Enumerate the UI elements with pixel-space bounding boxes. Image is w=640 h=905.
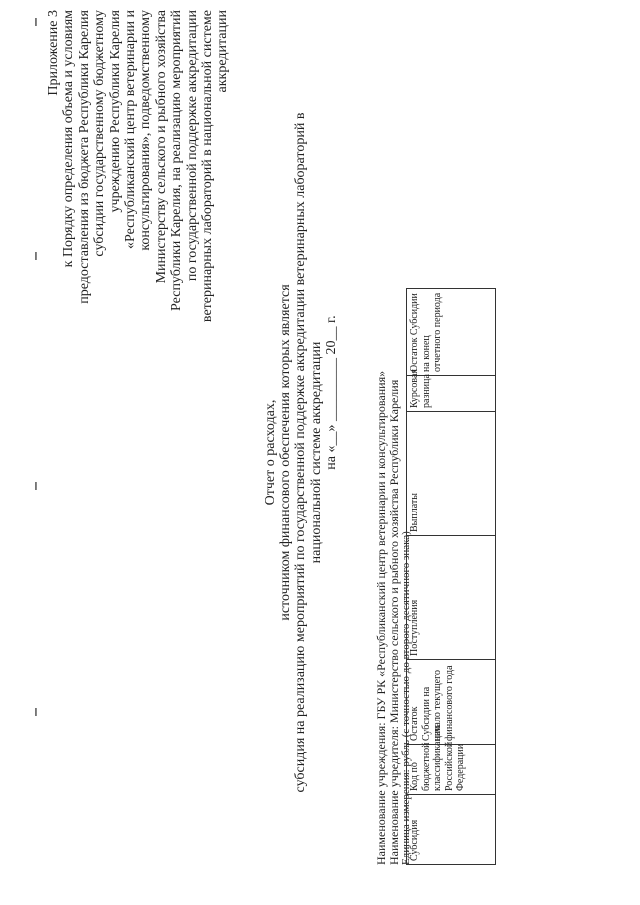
title-line: Отчет о расходах,	[263, 399, 278, 506]
binder-mark: ı	[34, 478, 38, 494]
title-line: источником финансового обеспечения которых является	[278, 284, 294, 621]
appendix-line: предоставления из бюджета Республики Карелия	[76, 10, 92, 304]
title-line: субсидия на реализацию мероприятий по государственной поддержке аккредитации ветеринарных лабораторий в	[293, 112, 309, 793]
appendix-line: к Порядку определения объема и условиям	[61, 10, 77, 268]
binder-mark: ı	[34, 704, 38, 720]
report-table	[406, 288, 496, 865]
appendix-line: по государственной поддержке аккредитации	[184, 10, 200, 282]
appendix-header	[46, 10, 231, 430]
report-title	[263, 0, 339, 905]
appendix-line: субсидии государственному бюджетному	[92, 10, 108, 257]
header-opening-balance: Остаток Субсидии на начало текущего финансового года	[407, 660, 496, 745]
appendix-line: учреждению Республики Карелия	[107, 10, 123, 213]
appendix-line: Республики Карелия, на реализацию мероприятий	[169, 10, 185, 311]
measurement-unit: Единица измерения: рубль (с точностью до второго десятичного знака)	[400, 531, 413, 865]
founder-name: Наименование учредителя: Министерство сельского и рыбного хозяйства Республики Карелия	[386, 379, 401, 865]
report-date-line: на «__» _________ 20__ г.	[323, 315, 339, 470]
appendix-line: Приложение 3	[46, 10, 61, 96]
appendix-line: ветеринарных лабораторий в национальной системе	[200, 10, 216, 323]
appendix-line: «Республиканский центр ветеринарии и	[123, 10, 139, 249]
binder-mark: ı	[34, 248, 38, 264]
institution-name: Наименование учреждения: ГБУ РК «Республиканский центр ветеринарии и консультирования»	[374, 370, 388, 865]
header-exchange-difference: Курсовая разница	[407, 376, 496, 412]
table-header-row	[407, 289, 496, 865]
binder-mark: ı	[34, 14, 38, 30]
appendix-line: аккредитации	[215, 10, 231, 93]
header-subsidy: Субсидия	[407, 795, 496, 865]
header-budget-code: Код по бюджетной классификации Российской Федерации	[407, 745, 496, 795]
appendix-line: консультирования», подведомственному	[138, 10, 154, 251]
header-closing-balance: Остаток Субсидии на конец отчетного периода	[407, 289, 496, 376]
title-line: национальной системе аккредитации	[308, 341, 324, 564]
header-receipts: Поступления	[407, 536, 496, 660]
appendix-line: Министерству сельского и рыбного хозяйства	[153, 10, 169, 284]
header-payments: Выплаты	[407, 412, 496, 536]
